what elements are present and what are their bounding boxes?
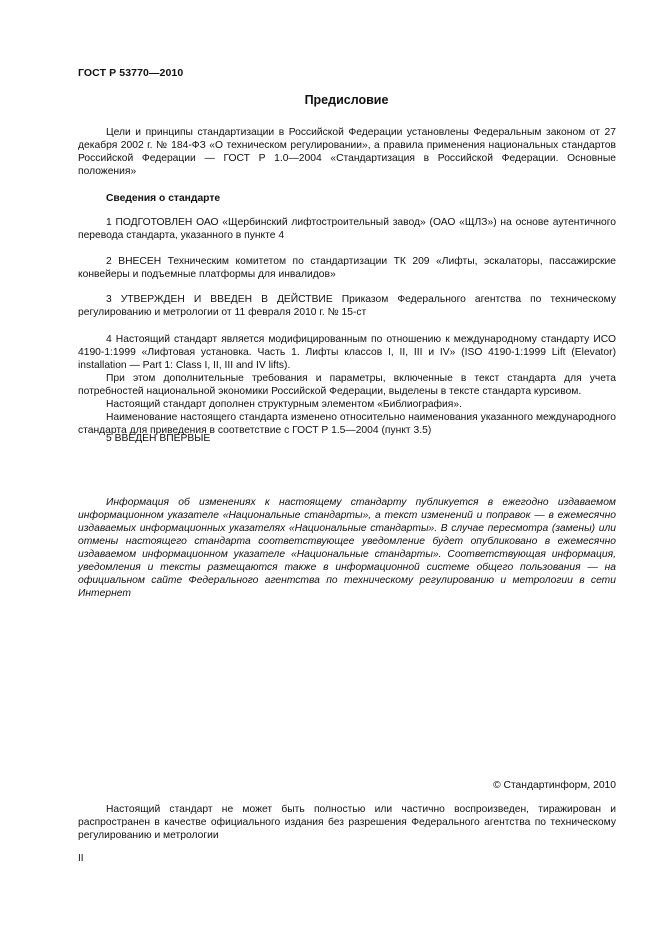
notice-section — [78, 496, 616, 600]
intro-section — [78, 126, 616, 178]
item-4-paragraph-3: Настоящий стандарт дополнен структурным элементом «Библиография». — [106, 399, 462, 410]
item-3-paragraph: 3 УТВЕРЖДЕН И ВВЕДЕН В ДЕЙСТВИЕ Приказом Федерального агентства по техническому регулированию и метрологии от 11 февраля 2010 г. № 15-ст — [78, 294, 616, 318]
item-1-section — [78, 216, 616, 242]
page-number: II — [78, 853, 84, 864]
page-title — [0, 94, 661, 107]
item-4-section — [78, 333, 616, 437]
intro-paragraph: Цели и принципы стандартизации в Российской Федерации установлены Федеральным законом от 27 декабря 2002 г. № 184-ФЗ «О техническом регулировании», а правила применения национальных стандартов Российской Федерации — ГОСТ Р 1.0—2004 «Стандартизация в Российской Федерации. Основные положения» — [78, 127, 616, 177]
item-4-paragraph-2: При этом дополнительные требования и параметры, включенные в текст стандарта для учета потребностей национальной экономики Российской Федерации, выделены в тексте стандарта курсивом. — [78, 373, 616, 397]
document-code: ГОСТ Р 53770—2010 — [78, 67, 184, 79]
item-5-paragraph: 5 ВВЕДЕН ВПЕРВЫЕ — [106, 433, 211, 444]
reproduction-section — [78, 803, 616, 842]
item-3-section — [78, 293, 616, 319]
item-2-paragraph: 2 ВНЕСЕН Техническим комитетом по стандартизации ТК 209 «Лифты, эскалаторы, пассажирские конвейеры и подъемные платформы для инвалидов» — [78, 256, 616, 280]
notice-paragraph: Информация об изменениях к настоящему стандарту публикуется в ежегодно издаваемом информационном указателе «Национальные стандарты», а текст изменений и поправок — в ежемесячно издаваемых информационных указателях «Национальные стандарты». В случае пересмотра (замены) или отмены настоящего стандарта соответствующее уведомление будет опубликовано в ежемесячно издаваемом информационном указателе «Национальные стандарты». Соответствующая информация, уведомления и тексты размещаются также в информационной системе общего пользования — на официальном сайте Федерального агентства по техническому регулированию и метрологии в сети Интернет — [78, 497, 616, 599]
copyright-line: © Стандартинформ, 2010 — [493, 780, 616, 791]
item-4-paragraph-4: Наименование настоящего стандарта изменено относительно наименования указанного международного стандарта для приведения в соответствие с ГОСТ Р 1.5—2004 (пункт 3.5) — [78, 412, 616, 436]
item-2-section — [78, 255, 616, 281]
reproduction-paragraph: Настоящий стандарт не может быть полностью или частично воспроизведен, тиражирован и распространен в качестве официального издания без разрешения Федерального агентства по техническому регулированию и метрологии — [78, 804, 616, 841]
info-heading: Сведения о стандарте — [106, 193, 221, 204]
item-1-paragraph: 1 ПОДГОТОВЛЕН ОАО «Щербинский лифтостроительный завод» (ОАО «ЩЛЗ») на основе аутентичного перевода стандарта, указанного в пункте 4 — [78, 217, 616, 241]
item-5-section — [78, 432, 616, 445]
page-title-text: Предисловие — [304, 93, 389, 107]
item-4-paragraph-1: 4 Настоящий стандарт является модифицированным по отношению к международному стандарту ИСО 4190-1:1999 «Лифтовая установка. Часть 1. Лифты классов I, II, III и IV» (ISO 4190-1:1999 Lift (Elevator) installation — Part 1: Class I, II, III and IV lifts). — [78, 334, 616, 371]
